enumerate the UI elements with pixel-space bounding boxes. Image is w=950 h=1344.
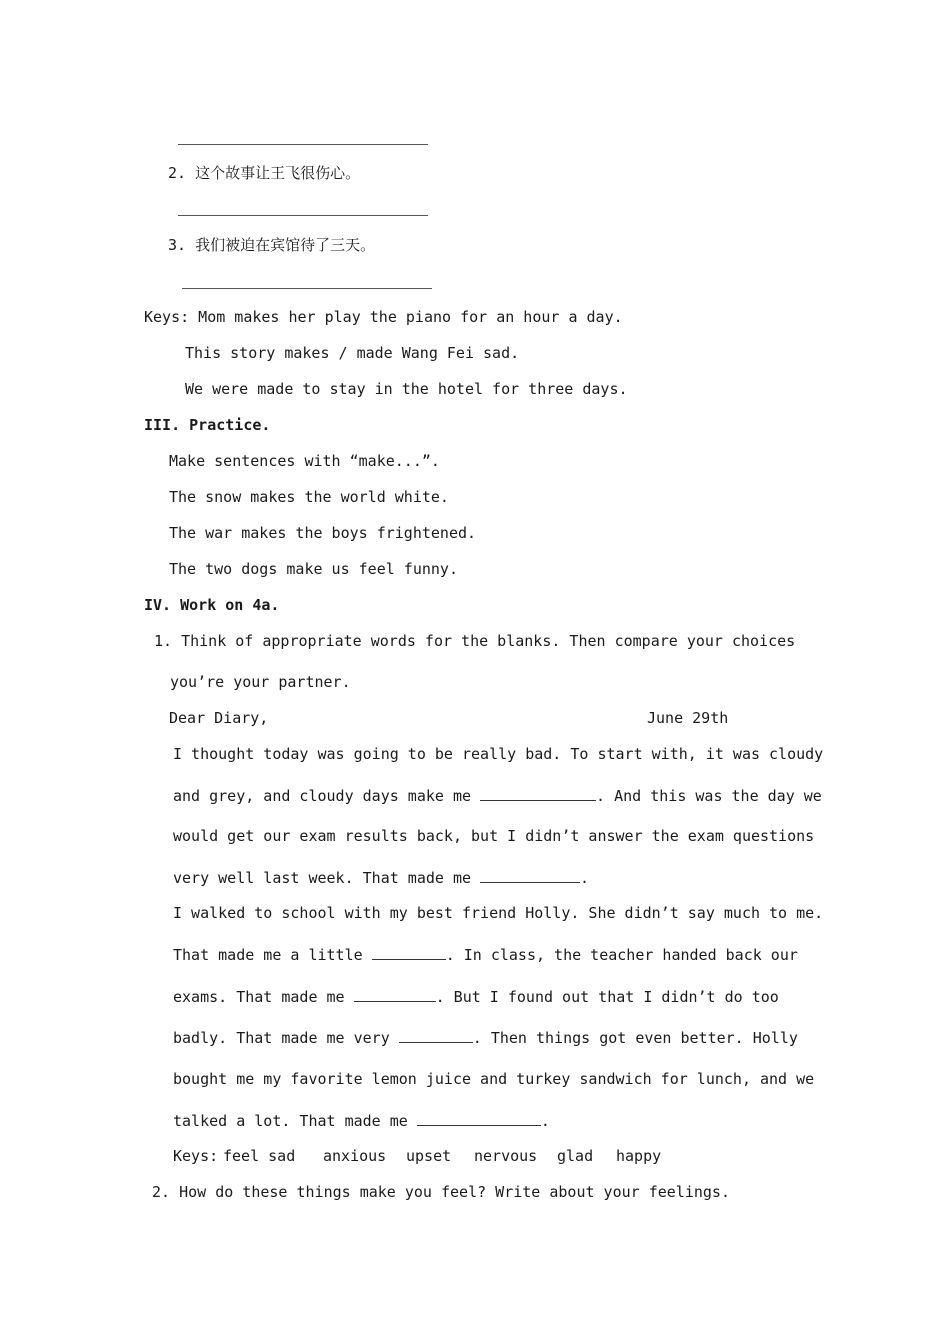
translation-item-2: 2. 这个故事让王飞很伤心。 [168,164,361,182]
translation-item-3: 3. 我们被迫在宾馆待了三天。 [168,236,376,254]
answer-key-3: upset [406,1147,452,1165]
practice-example-1: The snow makes the world white. [169,488,449,506]
blank-6[interactable] [417,1111,541,1126]
answer-key-5: glad [557,1147,594,1165]
answer-keys-label: Keys: [173,1147,219,1165]
diary-p1-line-4: very well last week. That made me . [173,869,590,887]
answer-key-4: nervous [474,1147,538,1165]
practice-example-3: The two dogs make us feel funny. [169,560,458,578]
keys-line-1: Keys: Mom makes her play the piano for an hour a day. [144,308,623,326]
blank-5[interactable] [399,1028,473,1043]
practice-example-2: The war makes the boys frightened. [169,524,477,542]
diary-p1-line-2: and grey, and cloudy days make me . And this was the day we [173,787,822,805]
answer-line-2 [178,215,428,216]
blank-4[interactable] [354,987,436,1002]
answer-key-2: anxious [323,1147,387,1165]
answer-line-1 [178,144,428,145]
task-1-line-2: you’re your partner. [170,673,351,691]
diary-p2-line-3: exams. That made me . But I found out that I didn’t do too [173,988,779,1006]
blank-2[interactable] [480,868,580,883]
diary-p1-line-1: I thought today was going to be really bad. To start with, it was cloudy [173,745,824,763]
answer-key-1: feel sad [223,1147,296,1165]
diary-p2-line-4: badly. That made me very . Then things got even better. Holly [173,1029,798,1047]
blank-3[interactable] [372,945,446,960]
keys-line-3: We were made to stay in the hotel for three days. [185,380,628,398]
diary-p2-line-5: bought me my favorite lemon juice and turkey sandwich for lunch, and we [173,1070,815,1088]
diary-date: June 29th [647,709,729,727]
task-2: 2. How do these things make you feel? Write about your feelings. [152,1183,730,1201]
diary-p1-line-3: would get our exam results back, but I didn’t answer the exam questions [173,827,815,845]
blank-1[interactable] [480,786,596,801]
diary-p2-line-2: That made me a little . In class, the teacher handed back our [173,946,798,964]
diary-p2-line-6: talked a lot. That made me . [173,1112,550,1130]
practice-heading: III. Practice. [144,416,271,434]
answer-line-3 [182,288,432,289]
answer-key-6: happy [616,1147,662,1165]
task-1-line-1: 1. Think of appropriate words for the blanks. Then compare your choices [154,632,796,650]
practice-instruction: Make sentences with “make...”. [169,452,440,470]
diary-greeting: Dear Diary, [169,709,269,727]
diary-p2-line-1: I walked to school with my best friend Holly. She didn’t say much to me. [173,904,824,922]
work-4a-heading: IV. Work on 4a. [144,596,280,614]
keys-line-2: This story makes / made Wang Fei sad. [185,344,520,362]
